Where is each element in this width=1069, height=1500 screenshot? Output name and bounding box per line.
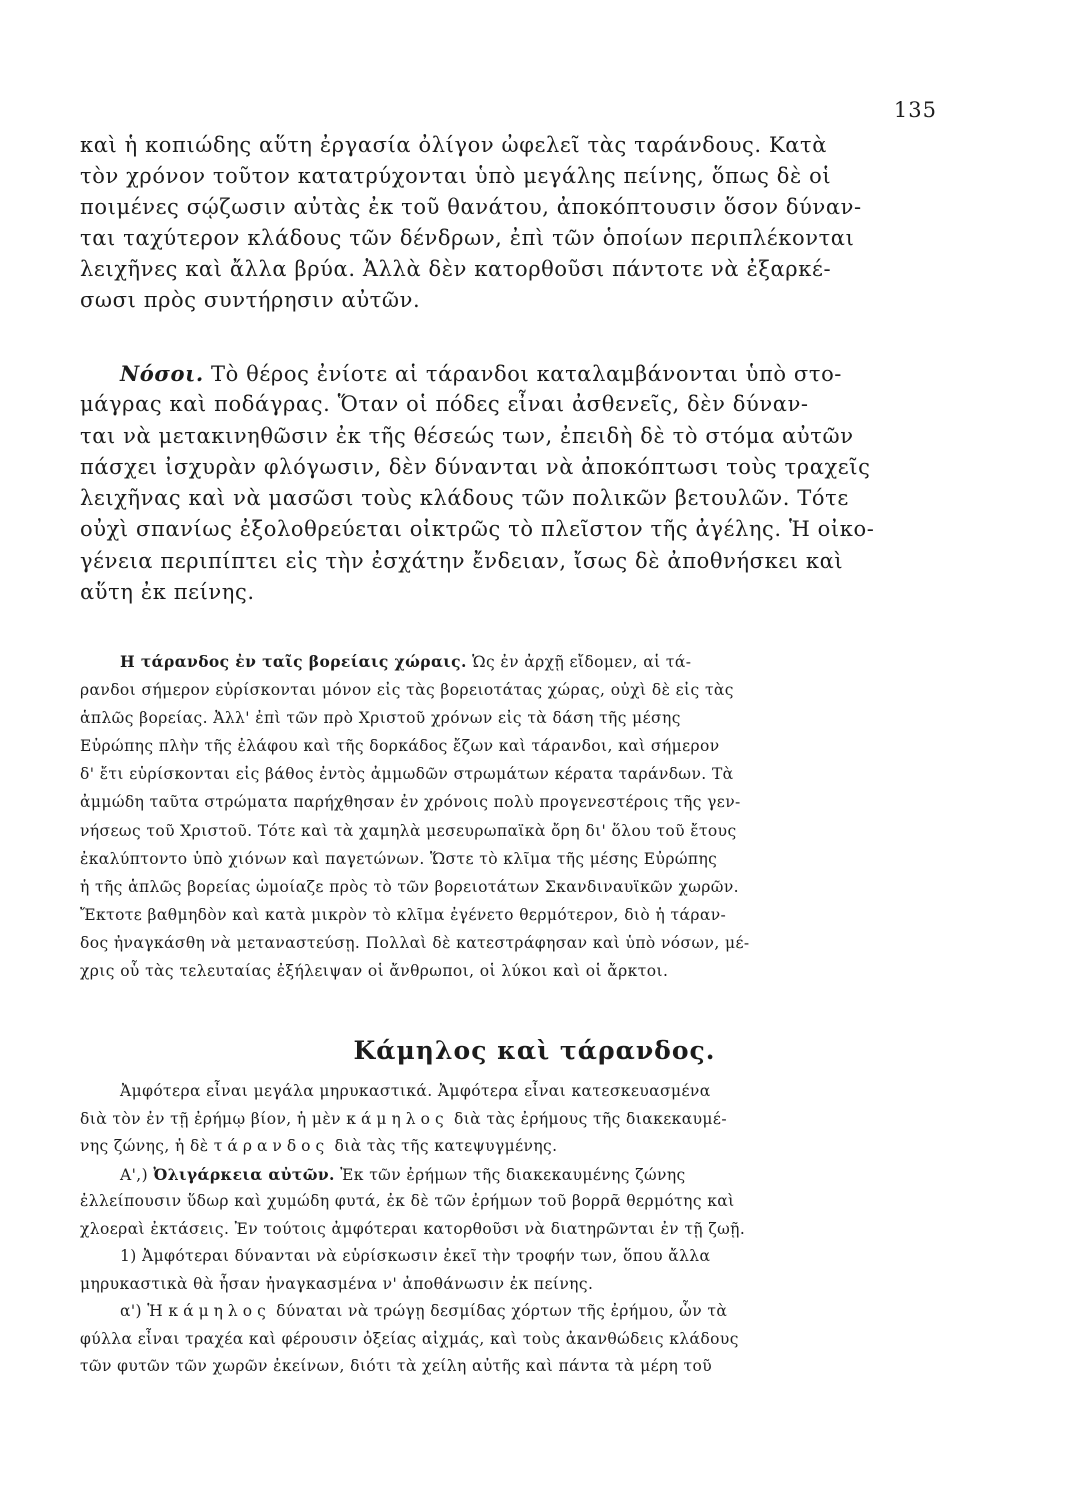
text-line: καὶ ἡ κοπιώδης αὕτη ἐργασία ὀλίγον ὠφελεῖ τὰς ταράνδους. Κατὰ [80, 133, 828, 157]
text-line: νήσεως τοῦ Χριστοῦ. Τότε καὶ τὰ χαμηλὰ μεσευρωπαϊκὰ ὄρη δι' ὅλου τοῦ ἔτους [80, 821, 737, 840]
text-fragment: δύναται νὰ τρώγῃ δεσμίδας χόρτων τῆς ἐρήμου, ὧν τὰ [270, 1302, 728, 1320]
emphasis-camel: κάμηλος [346, 1109, 449, 1128]
text-line [80, 1133, 940, 1161]
page-number: 135 [893, 98, 937, 122]
paragraph-boreal [80, 648, 940, 985]
text-fragment: νης ζώνης, ἡ δὲ [80, 1137, 214, 1155]
text-line: ρανδοι σήμερον εὑρίσκονται μόνον εἰς τὰς βορειοτάτας χώρας, οὐχὶ δὲ εἰς τὰς [80, 681, 734, 700]
text-line: ἐκαλύπτοντο ὑπὸ χιόνων καὶ παγετώνων. Ὥστε τὸ κλῖμα τῆς μέσης Εὐρώπης [80, 849, 718, 868]
emphasis-reindeer: τάρανδος [213, 1137, 330, 1155]
text-line: 1) Ἀμφότεραι δύνανται νὰ εὑρίσκωσιν ἐκεῖ τὴν τροφήν των, ὅπου ἄλλα [120, 1247, 711, 1265]
text-fragment: Ὡς ἐν ἀρχῇ εἴδομεν, αἱ τά- [472, 653, 692, 671]
text-line: ἐλλείπουσιν ὕδωρ καὶ χυμώδη φυτά, ἐκ δὲ τῶν ἐρήμων τοῦ βορρᾶ θερμότης καὶ [80, 1192, 735, 1210]
text-line: Ἀμφότερα εἶναι μεγάλα μηρυκαστικά. Ἀμφότερα εἶναι κατεσκευασμένα [120, 1082, 711, 1100]
text-line: τῶν φυτῶν τῶν χωρῶν ἐκείνων, διότι τὰ χείλη αὐτῆς καὶ πάντα τὰ μέρη τοῦ [80, 1357, 713, 1375]
text-line: τὸν χρόνον τοῦτον κατατρύχονται ὑπὸ μεγάλης πείνης, ὅπως δὲ οἱ [80, 164, 832, 188]
text-line: ποιμένες σῴζωσιν αὐτὰς ἐκ τοῦ θανάτου, ἀποκόπτουσιν ὅσον δύναν- [80, 195, 862, 219]
paragraph-diseases [80, 358, 940, 608]
text-fragment: α') Ἡ [120, 1302, 169, 1320]
text-line [80, 358, 940, 389]
diseases-heading: Νόσοι. [120, 361, 204, 386]
text-fragment: Α',) [120, 1165, 154, 1184]
paragraph-camel-reindeer [80, 1078, 940, 1381]
text-line: ται νὰ μετακινηθῶσιν ἐκ τῆς θέσεώς των, ἐπειδὴ δὲ τὸ στόμα αὐτῶν [80, 423, 854, 448]
text-line: ἁπλῶς βορείας. Ἀλλ' ἐπὶ τῶν πρὸ Χριστοῦ χρόνων εἰς τὰ δάση τῆς μέσης [80, 709, 681, 728]
text-line: σωσι πρὸς συντήρησιν αὐτῶν. [80, 288, 421, 312]
emphasis-camel: κάμηλος [168, 1302, 271, 1320]
text-fragment: διὰ τὰς ἐρήμους τῆς διακεκαυμέ- [448, 1109, 727, 1128]
text-fragment: διὰ τὸν ἐν τῇ ἐρήμῳ βίον, ἡ μὲν [80, 1109, 347, 1128]
section-title: Κάμηλος καὶ τάρανδος. [353, 1036, 716, 1065]
text-line: φύλλα εἶναι τραχέα καὶ φέρουσιν ὀξείας αἰχμάς, καὶ τοὺς ἀκανθώδεις κλάδους [80, 1329, 739, 1348]
text-line: Ἔκτοτε βαθμηδὸν καὶ κατὰ μικρὸν τὸ κλῖμα ἐγένετο θερμότερον, διὸ ἡ τάραν- [80, 905, 727, 924]
text-fragment: Ἐκ τῶν ἐρήμων τῆς διακεκαυμένης ζώνης [334, 1165, 686, 1184]
text-line: λειχῆνες καὶ ἄλλα βρύα. Ἀλλὰ δὲν κατορθοῦσι πάντοτε νὰ ἐξαρκέ- [80, 257, 832, 281]
text-line: οὐχὶ σπανίως ἐξολοθρεύεται οἰκτρῶς τὸ πλεῖστον τῆς ἀγέλης. Ἡ οἰκο- [80, 517, 875, 542]
text-line: ται ταχύτερον κλάδους τῶν δένδρων, ἐπὶ τῶν ὁποίων περιπλέκονται [80, 226, 855, 250]
text-line [80, 1161, 940, 1189]
text-line: μηρυκαστικὰ θὰ ἦσαν ἠναγκασμένα ν' ἀποθάνωσιν ἐκ πείνης. [80, 1274, 594, 1293]
text-line: Εὐρώπης πλὴν τῆς ἐλάφου καὶ τῆς δορκάδος ἔζων καὶ τάρανδοι, καὶ σήμερον [80, 737, 720, 756]
text-fragment: Τὸ θέρος ἐνίοτε αἱ τάρανδοι καταλαμβάνονται ὑπὸ στο- [211, 362, 843, 386]
text-line [80, 648, 940, 676]
text-line: αὕτη ἐκ πείνης. [80, 580, 255, 605]
text-line: χρις οὗ τὰς τελευταίας ἐξήλειψαν οἱ ἄνθρωποι, οἱ λύκοι καὶ οἱ ἄρκτοι. [80, 962, 669, 981]
text-line: δος ἠναγκάσθη νὰ μεταναστεύσῃ. Πολλαὶ δὲ κατεστράφησαν καὶ ὑπὸ νόσων, μέ- [80, 933, 750, 952]
paragraph-intro [80, 130, 940, 316]
boreal-heading: Η τάρανδος ἐν ταῖς βορείαις χώραις. [120, 652, 467, 671]
text-line: ἀμμώδη ταῦτα στρώματα παρήχθησαν ἐν χρόνοις πολὺ προγενεστέροις τῆς γεν- [80, 793, 741, 812]
text-line [80, 1298, 940, 1326]
text-line: γένεια περιπίπτει εἰς τὴν ἐσχάτην ἔνδειαν, ἴσως δὲ ἀποθνήσκει καὶ [80, 548, 844, 573]
text-line: ἡ τῆς ἁπλῶς βορείας ὡμοίαζε πρὸς τὸ τῶν βορειοτάτων Σκανδιναυϊκῶν χωρῶν. [80, 877, 739, 896]
text-line: μάγρας καὶ ποδάγρας. Ὅταν οἱ πόδες εἶναι ἀσθενεῖς, δὲν δύναν- [80, 392, 809, 417]
text-line: χλοεραὶ ἐκτάσεις. Ἐν τούτοις ἀμφότεραι κατορθοῦσι νὰ διατηρῶνται ἐν τῇ ζωῇ. [80, 1219, 746, 1238]
text-line: πάσχει ἰσχυρὰν φλόγωσιν, δὲν δύνανται νὰ ἀποκόπτωσι τοὺς τραχεῖς [80, 454, 871, 479]
text-line [80, 1106, 940, 1134]
text-line: λειχῆνας καὶ νὰ μασῶσι τοὺς κλάδους τῶν πολικῶν βετουλῶν. Τότε [80, 486, 849, 511]
frugality-heading: Ὀλιγάρκεια αὐτῶν. [153, 1164, 335, 1184]
text-line: δ' ἔτι εὑρίσκονται εἰς βάθος ἐντὸς ἀμμωδῶν στρωμάτων κέρατα ταράνδων. Τὰ [80, 765, 734, 784]
text-fragment: διὰ τὰς τῆς κατεψυγμένης. [329, 1137, 558, 1155]
